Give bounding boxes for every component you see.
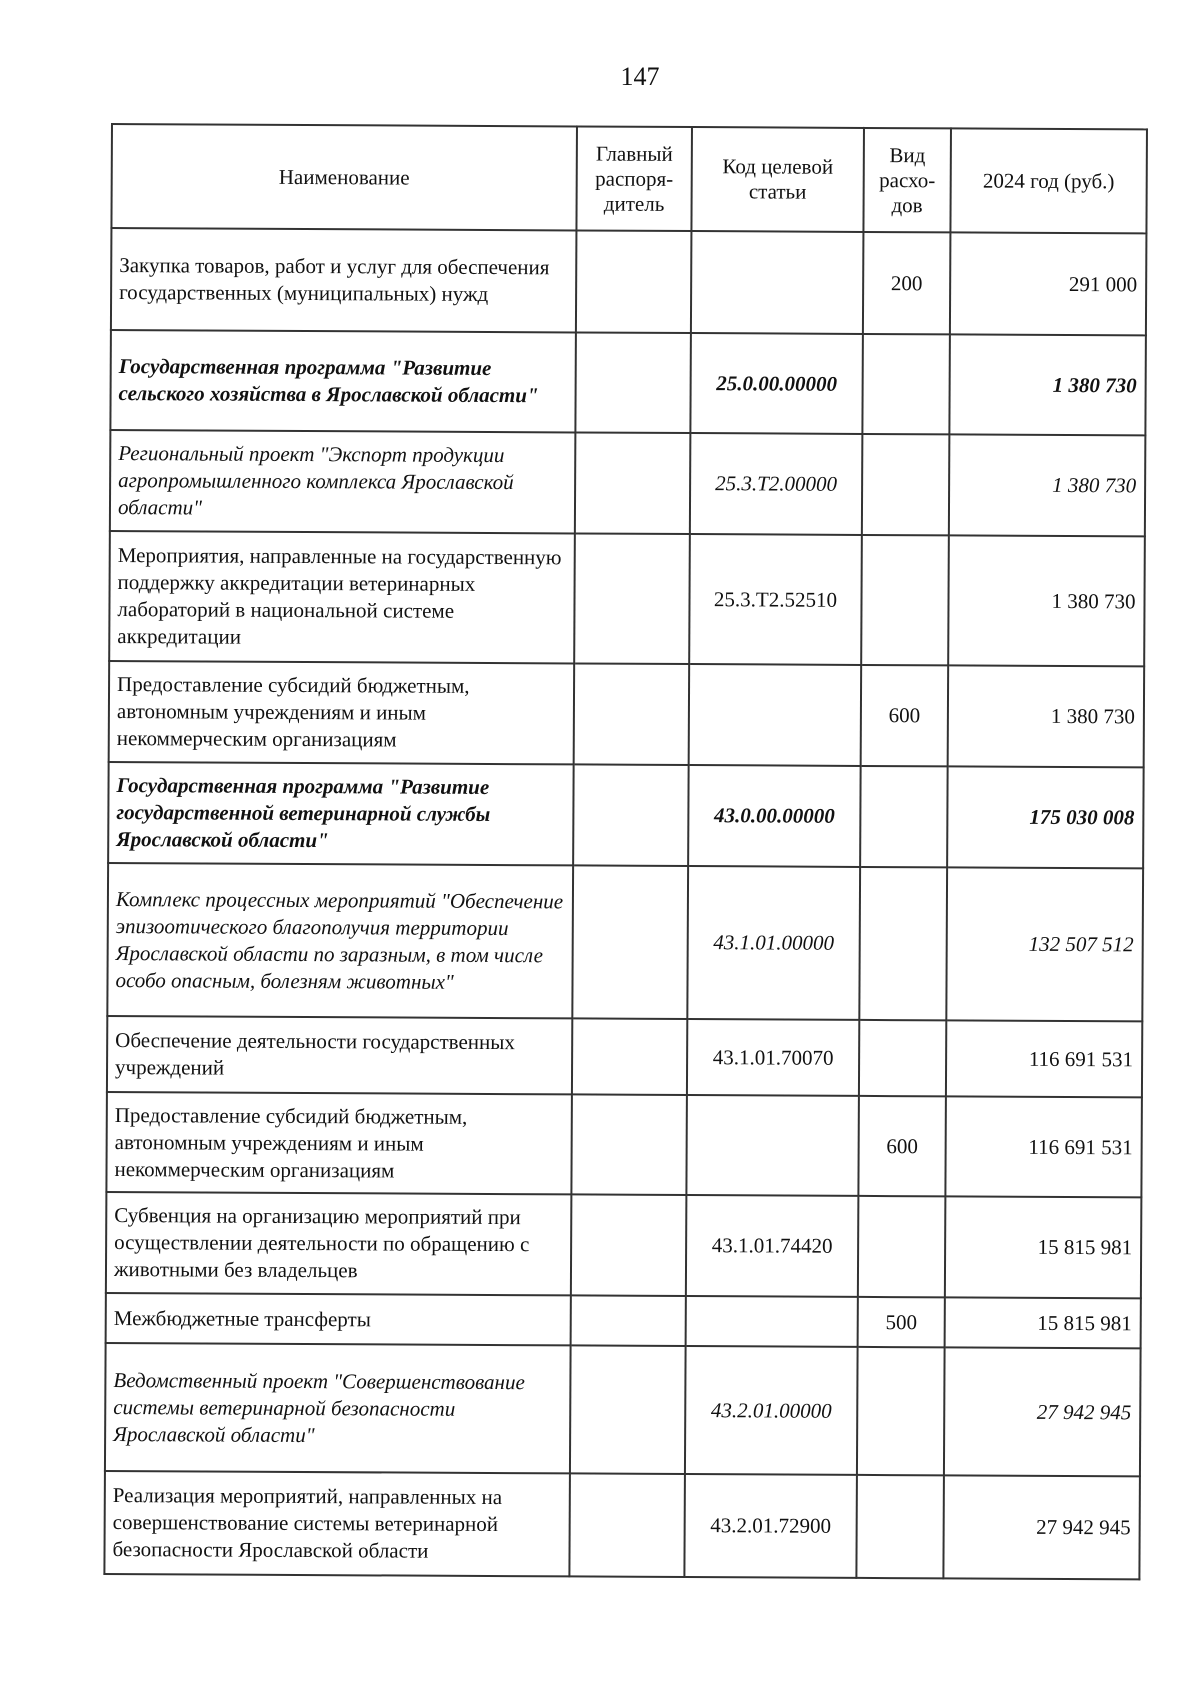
table-row bbox=[106, 1092, 1142, 1197]
row-manager bbox=[571, 1094, 687, 1195]
row-code bbox=[691, 231, 864, 334]
row-name: Региональный проект "Экспорт продукции агропромышленного комплекса Ярославской области" bbox=[110, 430, 576, 533]
row-manager bbox=[573, 764, 689, 866]
row-code: 25.0.00.00000 bbox=[690, 333, 863, 434]
row-manager bbox=[575, 332, 691, 433]
table-row bbox=[110, 330, 1146, 435]
row-manager bbox=[569, 1473, 685, 1577]
row-amount: 1 380 730 bbox=[948, 665, 1145, 767]
row-kind bbox=[859, 867, 947, 1020]
header-kind: Вид расхо-дов bbox=[863, 128, 951, 232]
row-kind: 600 bbox=[861, 665, 949, 766]
header-name: Наименование bbox=[111, 124, 577, 230]
row-code: 43.0.00.00000 bbox=[688, 765, 861, 867]
row-amount: 116 691 531 bbox=[946, 1020, 1142, 1097]
table-row bbox=[110, 430, 1146, 536]
row-manager bbox=[570, 1345, 686, 1474]
table-row bbox=[107, 1016, 1142, 1097]
table-row bbox=[109, 531, 1145, 666]
row-manager bbox=[571, 1295, 686, 1346]
table-row bbox=[111, 228, 1147, 335]
row-name: Предоставление субсидий бюджетным, автономным учреждениям и иным некоммерческим организациям bbox=[106, 1092, 572, 1194]
row-code: 43.2.01.72900 bbox=[684, 1474, 857, 1578]
row-name: Закупка товаров, работ и услуг для обеспечения государственных (муниципальных) нужд bbox=[111, 228, 577, 332]
row-manager bbox=[572, 1018, 687, 1095]
row-manager bbox=[574, 533, 690, 664]
row-kind: 500 bbox=[858, 1297, 945, 1347]
row-code: 25.3.Т2.52510 bbox=[689, 534, 862, 665]
row-amount: 291 000 bbox=[950, 232, 1147, 335]
row-kind bbox=[859, 1020, 946, 1096]
row-name: Реализация мероприятий, направленных на совершенствование системы ветеринарной безопасности Ярославской области bbox=[104, 1471, 570, 1576]
table-header-row bbox=[111, 124, 1147, 233]
header-manager: Главный распоря-дитель bbox=[576, 126, 692, 231]
row-manager bbox=[575, 432, 691, 534]
row-amount: 1 380 730 bbox=[949, 434, 1146, 536]
row-amount: 175 030 008 bbox=[947, 766, 1144, 868]
row-amount: 15 815 981 bbox=[945, 1196, 1142, 1298]
row-code: 43.2.01.00000 bbox=[685, 1346, 858, 1475]
page-number: 147 bbox=[620, 62, 660, 91]
row-kind bbox=[861, 535, 949, 665]
header-amount: 2024 год (руб.) bbox=[950, 128, 1147, 233]
row-name: Комплекс процессных мероприятий "Обеспечение эпизоотического благополучия территории Ярославской области по заразным, в том числе особо опасным, болезням животных" bbox=[107, 863, 573, 1018]
row-manager bbox=[572, 865, 688, 1019]
row-kind bbox=[860, 766, 948, 867]
table-row bbox=[106, 1293, 1141, 1348]
row-name: Государственная программа "Развитие государственной ветеринарной службы Ярославской области" bbox=[108, 762, 574, 865]
row-manager bbox=[576, 230, 692, 333]
row-code: 25.3.Т2.00000 bbox=[690, 433, 863, 535]
row-amount: 27 942 945 bbox=[943, 1475, 1140, 1579]
table-row bbox=[105, 1343, 1141, 1476]
row-code bbox=[686, 1296, 858, 1347]
row-name: Субвенция на организацию мероприятий при осуществлении деятельности по обращению с животными без владельцев bbox=[106, 1192, 572, 1295]
budget-table bbox=[103, 123, 1148, 1580]
row-name: Ведомственный проект "Совершенствование системы ветеринарной безопасности Ярославской области" bbox=[105, 1343, 571, 1473]
table-row bbox=[106, 1192, 1142, 1298]
row-kind bbox=[857, 1347, 945, 1475]
row-code: 43.1.01.70070 bbox=[687, 1019, 859, 1096]
row-code bbox=[689, 664, 862, 766]
table-row bbox=[107, 863, 1143, 1021]
row-name: Межбюджетные трансферты bbox=[106, 1293, 571, 1345]
row-amount: 15 815 981 bbox=[945, 1297, 1141, 1348]
row-kind bbox=[862, 434, 950, 535]
row-manager bbox=[571, 1194, 687, 1296]
row-manager bbox=[574, 663, 690, 765]
row-kind: 200 bbox=[863, 232, 951, 334]
header-code: Код целевой статьи bbox=[691, 127, 864, 232]
row-kind bbox=[862, 334, 950, 434]
table-row bbox=[108, 762, 1144, 868]
row-kind: 600 bbox=[858, 1096, 946, 1196]
row-kind bbox=[856, 1475, 944, 1578]
row-name: Мероприятия, направленные на государственную поддержку аккредитации ветеринарных лабораторий в национальной системе аккредитации bbox=[109, 531, 575, 663]
row-amount: 116 691 531 bbox=[945, 1096, 1142, 1197]
row-name: Предоставление субсидий бюджетным, автономным учреждениям и иным некоммерческим организациям bbox=[109, 661, 575, 764]
row-code: 43.1.01.00000 bbox=[687, 866, 860, 1020]
table-row bbox=[109, 661, 1145, 767]
row-amount: 1 380 730 bbox=[948, 535, 1145, 666]
table-row bbox=[104, 1471, 1140, 1579]
row-code bbox=[686, 1095, 859, 1196]
row-amount: 132 507 512 bbox=[946, 867, 1143, 1021]
row-amount: 1 380 730 bbox=[949, 334, 1146, 435]
row-name: Обеспечение деятельности государственных учреждений bbox=[107, 1016, 572, 1094]
row-kind bbox=[858, 1196, 946, 1297]
row-code: 43.1.01.74420 bbox=[686, 1195, 859, 1297]
row-name: Государственная программа "Развитие сельского хозяйства в Ярославской области" bbox=[110, 330, 576, 432]
row-amount: 27 942 945 bbox=[944, 1347, 1141, 1476]
